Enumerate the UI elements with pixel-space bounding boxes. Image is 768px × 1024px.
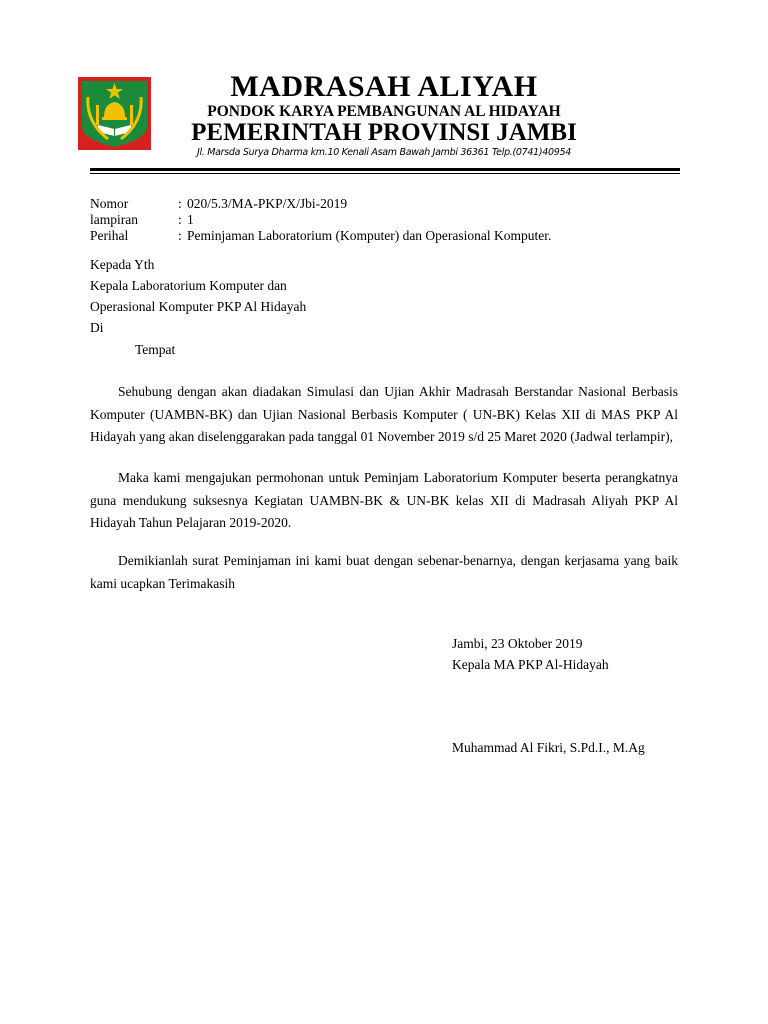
body-paragraph-1 — [90, 381, 678, 449]
meta-value: 020/5.3/MA-PKP/X/Jbi-2019 — [187, 196, 348, 211]
body-paragraph-1-text: Sehubung dengan akan diadakan Simulasi dan Ujian Akhir Madrasah Berstandar Nasional Berbasis Komputer (UAMBN-BK) dan Ujian Nasional Berbasis Komputer ( UN-BK) Kelas XII di MAS PKP Al Hidayah yang akan diselenggarakan pada tanggal 01 November 2019 s/d 25 Maret 2020 (Jadwal terlampir), — [90, 384, 678, 445]
body-paragraph-2 — [90, 467, 678, 535]
kemenag-emblem-icon — [78, 77, 151, 150]
meta-row-lampiran — [90, 212, 551, 228]
meta-key: Perihal — [90, 228, 129, 243]
recipient-line-2: Operasional Komputer PKP Al Hidayah — [90, 299, 307, 314]
letterhead-title: MADRASAH ALIYAH — [230, 70, 538, 103]
meta-key: Nomor — [90, 196, 129, 211]
meta-key: lampiran — [90, 212, 138, 227]
signature-position: Kepala MA PKP Al-Hidayah — [452, 657, 609, 672]
signature-name: Muhammad Al Fikri, S.Pd.I., M.Ag — [452, 740, 645, 755]
meta-value: Peminjaman Laboratorium (Komputer) dan Operasional Komputer. — [187, 228, 552, 243]
body-paragraph-2-text: Maka kami mengajukan permohonan untuk Peminjam Laboratorium Komputer beserta perangkatnya guna mendukung suksesnya Kegiatan UAMBN-BK & UN-BK kelas XII di Madrasah Aliyah PKP Al Hidayah Tahun Pelajaran 2019-2020. — [90, 470, 678, 531]
letterhead-subtitle: PONDOK KARYA PEMBANGUNAN AL HIDAYAH — [207, 103, 561, 120]
recipient-tempat: Tempat — [135, 342, 176, 357]
meta-colon: : — [178, 228, 182, 243]
body-paragraph-3 — [90, 550, 678, 595]
meta-value: 1 — [187, 212, 194, 227]
body-paragraph-3-text: Demikianlah surat Peminjaman ini kami buat dengan sebenar-benarnya, dengan kerjasama yang baik kami ucapkan Terimakasih — [90, 553, 678, 591]
signature-place-date: Jambi, 23 Oktober 2019 — [452, 636, 583, 651]
letterhead-rule-thin — [90, 173, 680, 174]
recipient-di: Di — [90, 320, 104, 335]
greeting: Kepada Yth — [90, 257, 155, 272]
letterhead-government: PEMERINTAH PROVINSI JAMBI — [191, 119, 577, 146]
recipient-line-1: Kepala Laboratorium Komputer dan — [90, 278, 287, 293]
letter-meta — [90, 196, 551, 244]
meta-row-nomor — [90, 196, 551, 212]
letterhead-rule-thick — [90, 168, 680, 171]
meta-colon: : — [178, 196, 182, 211]
meta-row-perihal — [90, 228, 551, 244]
meta-colon: : — [178, 212, 182, 227]
letterhead-address: Jl. Marsda Surya Dharma km.10 Kenali Asam Bawah Jambi 36361 Telp.(0741)40954 — [196, 147, 572, 158]
